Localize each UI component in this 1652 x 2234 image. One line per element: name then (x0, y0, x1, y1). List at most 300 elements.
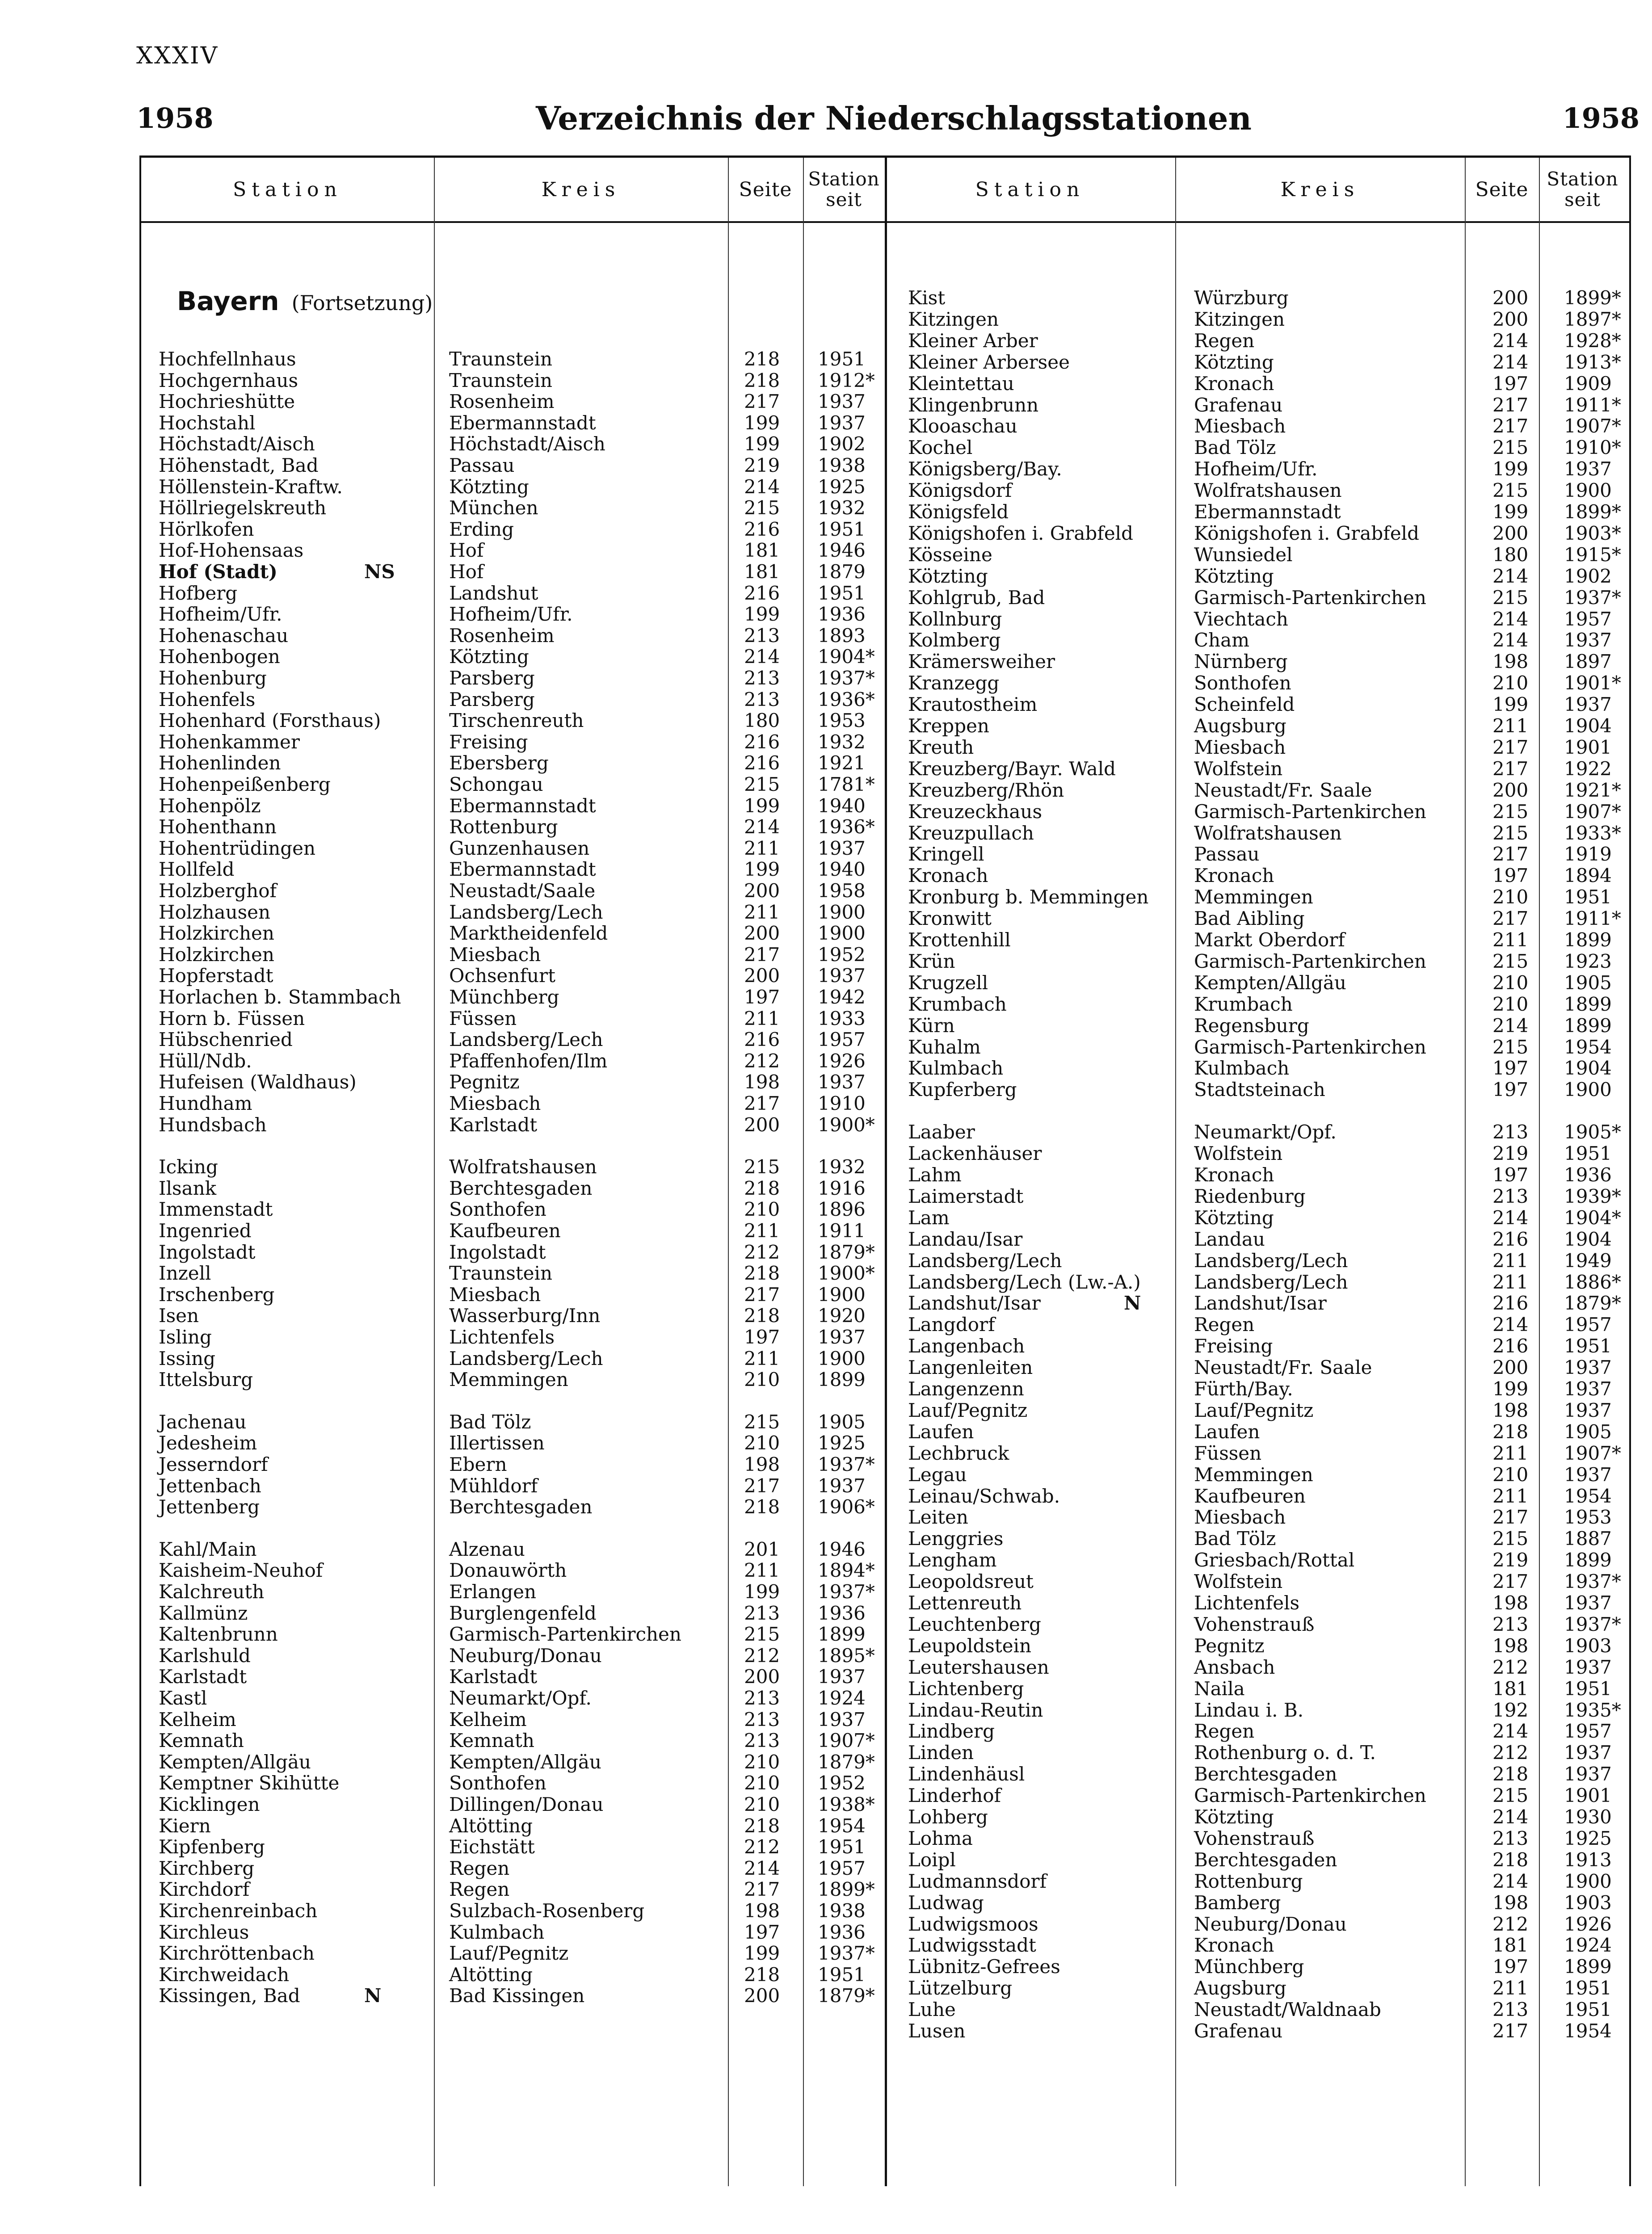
seite-number: 213 (1492, 1827, 1529, 1849)
seite-number: 218 (744, 369, 780, 391)
table-row (0, 1614, 1644, 1635)
station-seit-year: 1933* (1564, 822, 1621, 844)
kreis-name: Kulmbach (449, 1921, 545, 1943)
station-seit-year: 1904* (1564, 1206, 1621, 1229)
kreis-name: Neustadt/Saale (449, 880, 596, 902)
station-name: Lohberg (908, 1806, 988, 1828)
kreis-name: Schongau (449, 773, 543, 795)
table-row (0, 1486, 1644, 1507)
kreis-name: Münchberg (1194, 1956, 1304, 1978)
station-seit-year: 1946 (818, 539, 866, 562)
station-name: Holzkirchen (159, 922, 274, 945)
station-name: Landsberg/Lech (Lw.-A.) (908, 1271, 1141, 1293)
kreis-name: Pegnitz (1194, 1634, 1265, 1657)
station-name: Issing (159, 1347, 216, 1369)
seite-number: 210 (744, 1751, 780, 1773)
seite-number: 212 (744, 1644, 780, 1667)
station-name: Immenstadt (159, 1198, 273, 1221)
table-row (0, 1207, 1644, 1228)
station-seit-year: 1946 (818, 1538, 866, 1560)
station-seit-year: 1937* (1564, 1571, 1621, 1593)
seite-number: 212 (1492, 1913, 1529, 1935)
station-name: Linderhof (908, 1785, 1001, 1807)
seite-number: 211 (1492, 715, 1529, 737)
header-seite-right: Seite (1475, 178, 1529, 201)
station-name: Kleiner Arbersee (908, 351, 1070, 373)
station-name: Leiten (908, 1506, 968, 1529)
table-row (0, 1121, 1644, 1142)
station-name: Lenggries (908, 1528, 1004, 1550)
station-seit-year: 1903 (1564, 1891, 1612, 1914)
seite-number: 213 (1492, 1613, 1529, 1635)
seite-number: 199 (744, 433, 780, 455)
station-seit-year: 1905 (1564, 971, 1612, 994)
seite-number: 217 (744, 391, 780, 413)
station-seit-year: 1933 (818, 1007, 866, 1029)
station-seit-year: 1951 (1564, 1142, 1612, 1165)
station-name: Kringell (908, 843, 984, 865)
station-seit-year: 1886* (1564, 1271, 1621, 1293)
seite-number: 217 (1492, 2020, 1529, 2042)
station-name: Jachenau (159, 1411, 247, 1433)
seite-number: 200 (1492, 522, 1529, 544)
seite-number: 192 (1492, 1699, 1529, 1721)
seite-number: 199 (744, 603, 780, 626)
station-seit-year: 1937* (1564, 1613, 1621, 1635)
seite-number: 181 (1492, 1677, 1529, 1700)
station-seit-year: 1937 (1564, 1356, 1612, 1379)
seite-number: 211 (744, 1347, 780, 1369)
seite-number: 200 (744, 965, 780, 987)
table-row (0, 1443, 1644, 1464)
station-name: Hochgernhaus (159, 369, 298, 391)
kreis-name: Gunzenhausen (449, 837, 590, 859)
kreis-name: Cham (1194, 629, 1250, 651)
kreis-name: Rothenburg o. d. T. (1194, 1742, 1376, 1764)
station-seit-year: 1953 (1564, 1506, 1612, 1529)
station-seit-year: 1911* (1564, 907, 1621, 930)
table-row (0, 416, 1644, 437)
seite-number: 210 (1492, 672, 1529, 694)
station-seit-year: 1924 (1564, 1934, 1612, 1957)
station-seit-year: 1905* (1564, 1121, 1621, 1143)
kreis-name: Krumbach (1194, 993, 1293, 1015)
station-name: Kirchleus (159, 1921, 249, 1943)
kreis-name: Wolfratshausen (1194, 822, 1342, 844)
seite-number: 200 (1492, 779, 1529, 801)
station-name: Lam (908, 1206, 950, 1229)
state-note: (Fortsetzung) (291, 291, 433, 315)
seite-number: 212 (1492, 1656, 1529, 1678)
station-seit-year: 1894 (1564, 865, 1612, 887)
station-seit-year: 1937 (1564, 1399, 1612, 1421)
seite-number: 218 (744, 1814, 780, 1837)
station-seit-year: 1936 (818, 1602, 866, 1624)
table-row (0, 1357, 1644, 1378)
kreis-name: Landau (1194, 1228, 1265, 1250)
table-row (0, 1143, 1644, 1164)
station-seit-year: 1915* (1564, 543, 1621, 566)
station-name: Kelheim (159, 1708, 236, 1730)
kreis-name: Kötzting (1194, 1806, 1274, 1828)
kreis-name: Fürth/Bay. (1194, 1378, 1293, 1400)
station-seit-year: 1951 (818, 1836, 866, 1858)
station-name: Kuhalm (908, 1036, 981, 1058)
station-seit-year: 1937 (1564, 693, 1612, 716)
station-name: Ludwigsmoos (908, 1913, 1038, 1935)
seite-number: 215 (1492, 586, 1529, 609)
kreis-name: Grafenau (1194, 394, 1283, 416)
kreis-name: Kitzingen (1194, 308, 1285, 330)
station-name: Kitzingen (908, 308, 999, 330)
station-seit-year: 1937 (1564, 1763, 1612, 1785)
seite-number: 211 (1492, 1977, 1529, 1999)
seite-number: 217 (744, 1474, 780, 1497)
station-name: Horlachen b. Stammbach (159, 986, 401, 1008)
station-name: Hohenlinden (159, 752, 281, 774)
seite-number: 181 (1492, 1934, 1529, 1957)
kreis-name: Garmisch-Partenkirchen (1194, 586, 1426, 609)
seite-number: 217 (744, 943, 780, 966)
kreis-name: Ebersberg (449, 752, 549, 774)
station-seit-year: 1899 (818, 1369, 866, 1391)
seite-number: 197 (1492, 372, 1529, 395)
station-seit-year: 1895* (818, 1644, 875, 1667)
station-name: Kupferberg (908, 1079, 1017, 1101)
station-name: Kleintettau (908, 372, 1014, 395)
station-seit-year: 1937 (1564, 1742, 1612, 1764)
station-name: Kronburg b. Memmingen (908, 886, 1149, 908)
station-seit-year: 1937 (818, 1474, 866, 1497)
seite-number: 217 (1492, 843, 1529, 865)
seite-number: 198 (744, 1453, 780, 1475)
kreis-name: Stadtsteinach (1194, 1079, 1325, 1101)
seite-number: 197 (1492, 1057, 1529, 1079)
kreis-name: Kötzting (449, 475, 529, 498)
station-seit-year: 1954 (1564, 1485, 1612, 1507)
station-seit-year: 1951 (818, 1963, 866, 1986)
kreis-name: Neuburg/Donau (449, 1644, 602, 1667)
page-title: Verzeichnis der Niederschlagsstationen (536, 99, 1252, 137)
table-row (0, 1764, 1644, 1785)
station-name: Hof (Stadt) (159, 561, 277, 583)
kreis-name: Regen (449, 1857, 510, 1879)
year-right: 1958 (1562, 102, 1639, 134)
seite-number: 213 (1492, 1999, 1529, 2021)
table-row (0, 865, 1644, 886)
station-seit-year: 1936* (818, 816, 875, 838)
kreis-name: Wasserburg/Inn (449, 1305, 601, 1327)
station-name: Hochstahl (159, 412, 256, 434)
header-seit-right-line2: seit (1564, 189, 1601, 210)
station-mark: NS (364, 561, 395, 583)
station-name: Kreppen (908, 715, 989, 737)
seite-number: 199 (744, 858, 780, 881)
table-row (0, 458, 1644, 479)
station-seit-year: 1936 (1564, 1164, 1612, 1186)
kreis-name: Dillingen/Donau (449, 1793, 604, 1815)
kreis-name: Neumarkt/Opf. (1194, 1121, 1337, 1143)
station-seit-year: 1897* (1564, 308, 1621, 330)
station-name: Luhe (908, 1999, 956, 2021)
seite-number: 198 (1492, 1592, 1529, 1614)
table-row (0, 1978, 1644, 1999)
table-row (0, 1400, 1644, 1421)
seite-number: 217 (1492, 736, 1529, 758)
seite-number: 200 (1492, 308, 1529, 330)
station-name: Krottenhill (908, 929, 1011, 951)
seite-number: 214 (1492, 608, 1529, 630)
station-mark: N (1124, 1292, 1141, 1314)
station-name: Kahl/Main (159, 1538, 257, 1560)
seite-number: 214 (1492, 629, 1529, 651)
kreis-name: Scheinfeld (1194, 693, 1295, 716)
seite-number: 213 (744, 1687, 780, 1709)
kreis-name: Berchtesgaden (1194, 1763, 1337, 1785)
station-seit-year: 1957 (818, 1029, 866, 1051)
kreis-name: Ebermannstadt (449, 858, 596, 881)
station-seit-year: 1921* (1564, 779, 1621, 801)
station-name: Kirchweidach (159, 1963, 290, 1986)
station-seit-year: 1932 (818, 1156, 866, 1178)
station-name: Hufeisen (Waldhaus) (159, 1071, 357, 1093)
station-name: Langenzenn (908, 1378, 1024, 1400)
seite-number: 216 (744, 582, 780, 604)
table-row (0, 694, 1644, 715)
kreis-name: Mühldorf (449, 1474, 538, 1497)
seite-number: 210 (744, 1198, 780, 1221)
station-name: Ilsank (159, 1177, 217, 1199)
station-seit-year: 1900 (1564, 1870, 1612, 1892)
station-seit-year: 1937 (818, 412, 866, 434)
station-name: Ittelsburg (159, 1369, 253, 1391)
station-seit-year: 1922 (1564, 757, 1612, 780)
seite-number: 214 (1492, 1314, 1529, 1336)
kreis-name: Freising (1194, 1335, 1273, 1357)
station-name: Laufen (908, 1420, 974, 1443)
station-seit-year: 1899* (1564, 501, 1621, 523)
kreis-name: Tirschenreuth (449, 710, 584, 732)
kreis-name: Miesbach (1194, 1506, 1286, 1529)
seite-number: 210 (744, 1432, 780, 1454)
seite-number: 199 (1492, 458, 1529, 480)
seite-number: 216 (744, 1029, 780, 1051)
station-name: Icking (159, 1156, 218, 1178)
station-seit-year: 1913* (1564, 351, 1621, 373)
station-name: Kirchenreinbach (159, 1900, 318, 1922)
station-seit-year: 1937* (818, 1453, 875, 1475)
kreis-name: Riedenburg (1194, 1185, 1306, 1207)
table-row (0, 1314, 1644, 1335)
table-row (0, 1164, 1644, 1185)
seite-number: 214 (1492, 1870, 1529, 1892)
station-seit-year: 1926 (818, 1050, 866, 1072)
station-name: Inzell (159, 1262, 211, 1285)
station-seit-year: 1938* (818, 1793, 875, 1815)
table-row (0, 1507, 1644, 1528)
header-seit-right-line1: Station (1547, 168, 1618, 190)
seite-number: 216 (744, 731, 780, 753)
station-seit-year: 1897 (1564, 651, 1612, 673)
table-row (0, 437, 1644, 458)
station-name: Jesserndorf (159, 1453, 268, 1475)
table-row (0, 1956, 1644, 1977)
kreis-name: Kempten/Allgäu (449, 1751, 601, 1773)
seite-number: 211 (744, 901, 780, 923)
station-seit-year: 1952 (818, 943, 866, 966)
kreis-name: Miesbach (1194, 736, 1286, 758)
kreis-name: Miesbach (449, 1092, 541, 1114)
kreis-name: Memmingen (1194, 886, 1313, 908)
table-row (0, 994, 1644, 1015)
station-seit-year: 1951 (1564, 1677, 1612, 1700)
station-seit-year: 1928* (1564, 329, 1621, 352)
kreis-name: Vohenstrauß (1194, 1613, 1315, 1635)
kreis-name: Ingolstadt (449, 1241, 546, 1263)
kreis-name: Nürnberg (1194, 651, 1288, 673)
kreis-name: Landsberg/Lech (449, 901, 603, 923)
kreis-name: Karlstadt (449, 1666, 538, 1688)
kreis-name: Erding (449, 518, 514, 540)
station-seit-year: 1937 (818, 1666, 866, 1688)
station-seit-year: 1879* (818, 1985, 875, 2007)
station-seit-year: 1905 (818, 1411, 866, 1433)
station-seit-year: 1893 (818, 624, 866, 647)
seite-number: 197 (1492, 1164, 1529, 1186)
station-seit-year: 1937 (1564, 1378, 1612, 1400)
station-seit-year: 1925 (818, 475, 866, 498)
table-row (0, 651, 1644, 672)
kreis-name: Füssen (1194, 1442, 1262, 1464)
station-name: Hohenbogen (159, 646, 280, 668)
station-seit-year: 1900* (818, 1262, 875, 1285)
station-seit-year: 1951 (818, 518, 866, 540)
kreis-name: Landshut (449, 582, 538, 604)
table-row (0, 1229, 1644, 1250)
station-seit-year: 1932 (818, 497, 866, 519)
station-name: Lindau-Reutin (908, 1699, 1043, 1721)
seite-number: 216 (1492, 1292, 1529, 1314)
station-seit-year: 1899 (818, 1623, 866, 1646)
seite-number: 200 (744, 1113, 780, 1136)
table-row (0, 1700, 1644, 1721)
station-seit-year: 1938 (818, 1900, 866, 1922)
kreis-name: Naila (1194, 1677, 1245, 1700)
station-name: Jettenbach (159, 1474, 261, 1497)
seite-number: 214 (744, 475, 780, 498)
kreis-name: Kötzting (449, 646, 529, 668)
table-row (0, 672, 1644, 693)
kreis-name: Ebern (449, 1453, 507, 1475)
seite-number: 218 (744, 1177, 780, 1199)
station-name: Lechbruck (908, 1442, 1009, 1464)
seite-number: 200 (744, 1666, 780, 1688)
kreis-name: Höchstadt/Aisch (449, 433, 605, 455)
table-row (0, 1272, 1644, 1293)
station-name: Kempten/Allgäu (159, 1751, 311, 1773)
seite-number: 218 (744, 348, 780, 370)
seite-number: 218 (744, 1262, 780, 1285)
station-seit-year: 1937* (818, 1942, 875, 1965)
station-name: Hübschenried (159, 1029, 293, 1051)
table-row (0, 1592, 1644, 1613)
table-row (0, 1635, 1644, 1656)
table-row (0, 715, 1644, 736)
station-name: Hohenpölz (159, 794, 261, 817)
seite-number: 218 (1492, 1848, 1529, 1871)
station-name: Kirchberg (159, 1857, 255, 1879)
station-name: Karlshuld (159, 1644, 251, 1667)
seite-number: 218 (744, 1305, 780, 1327)
kreis-name: Landsberg/Lech (449, 1029, 603, 1051)
seite-number: 218 (1492, 1420, 1529, 1443)
seite-number: 200 (744, 880, 780, 902)
seite-number: 213 (744, 624, 780, 647)
table-row (0, 1935, 1644, 1956)
station-seit-year: 1925 (1564, 1827, 1612, 1849)
table-row (0, 1058, 1644, 1079)
header-kreis-right: Kreis (1280, 178, 1360, 201)
kreis-name: Memmingen (449, 1369, 568, 1391)
station-seit-year: 1900 (818, 922, 866, 945)
table-row (0, 330, 1644, 351)
seite-number: 181 (744, 561, 780, 583)
kreis-name: Ebermannstadt (449, 794, 596, 817)
station-name: Landshut/Isar (908, 1292, 1041, 1314)
table-row (0, 1015, 1644, 1036)
station-seit-year: 1937 (818, 1708, 866, 1730)
page-number: XXXIV (136, 42, 219, 69)
station-name: Horn b. Füssen (159, 1007, 305, 1029)
seite-number: 213 (744, 688, 780, 710)
station-seit-year: 1930 (1564, 1806, 1612, 1828)
seite-number: 217 (744, 1878, 780, 1901)
station-name: Kemptner Skihütte (159, 1772, 340, 1794)
station-seit-year: 1894* (818, 1559, 875, 1582)
kreis-name: Karlstadt (449, 1113, 538, 1136)
station-name: Hörlkofen (159, 518, 254, 540)
station-name: Krün (908, 950, 955, 972)
station-name: Höhenstadt, Bad (159, 454, 319, 476)
station-name: Kreuth (908, 736, 974, 758)
seite-number: 210 (744, 1793, 780, 1815)
station-seit-year: 1939* (1564, 1185, 1621, 1207)
seite-number: 215 (1492, 437, 1529, 459)
kreis-name: Marktheidenfeld (449, 922, 608, 945)
seite-number: 199 (744, 1942, 780, 1965)
seite-number: 215 (1492, 479, 1529, 502)
seite-number: 214 (1492, 565, 1529, 587)
station-name: Hüll/Ndb. (159, 1050, 252, 1072)
seite-number: 216 (1492, 1228, 1529, 1250)
station-name: Langenleiten (908, 1356, 1033, 1379)
station-name: Lübnitz-Gefrees (908, 1956, 1060, 1978)
seite-number: 217 (744, 1283, 780, 1306)
station-seit-year: 1900 (818, 901, 866, 923)
station-name: Loipl (908, 1848, 956, 1871)
state-name: Bayern (177, 286, 279, 316)
kreis-name: Kronach (1194, 1164, 1274, 1186)
station-seit-year: 1951 (818, 348, 866, 370)
kreis-name: Pfaffenhofen/Ilm (449, 1050, 608, 1072)
station-name: Kohlgrub, Bad (908, 586, 1045, 609)
seite-number: 217 (1492, 394, 1529, 416)
station-name: Hofberg (159, 582, 238, 604)
seite-number: 180 (1492, 543, 1529, 566)
kreis-name: Traunstein (449, 1262, 552, 1285)
kreis-name: Viechtach (1194, 608, 1288, 630)
seite-number: 211 (744, 1007, 780, 1029)
